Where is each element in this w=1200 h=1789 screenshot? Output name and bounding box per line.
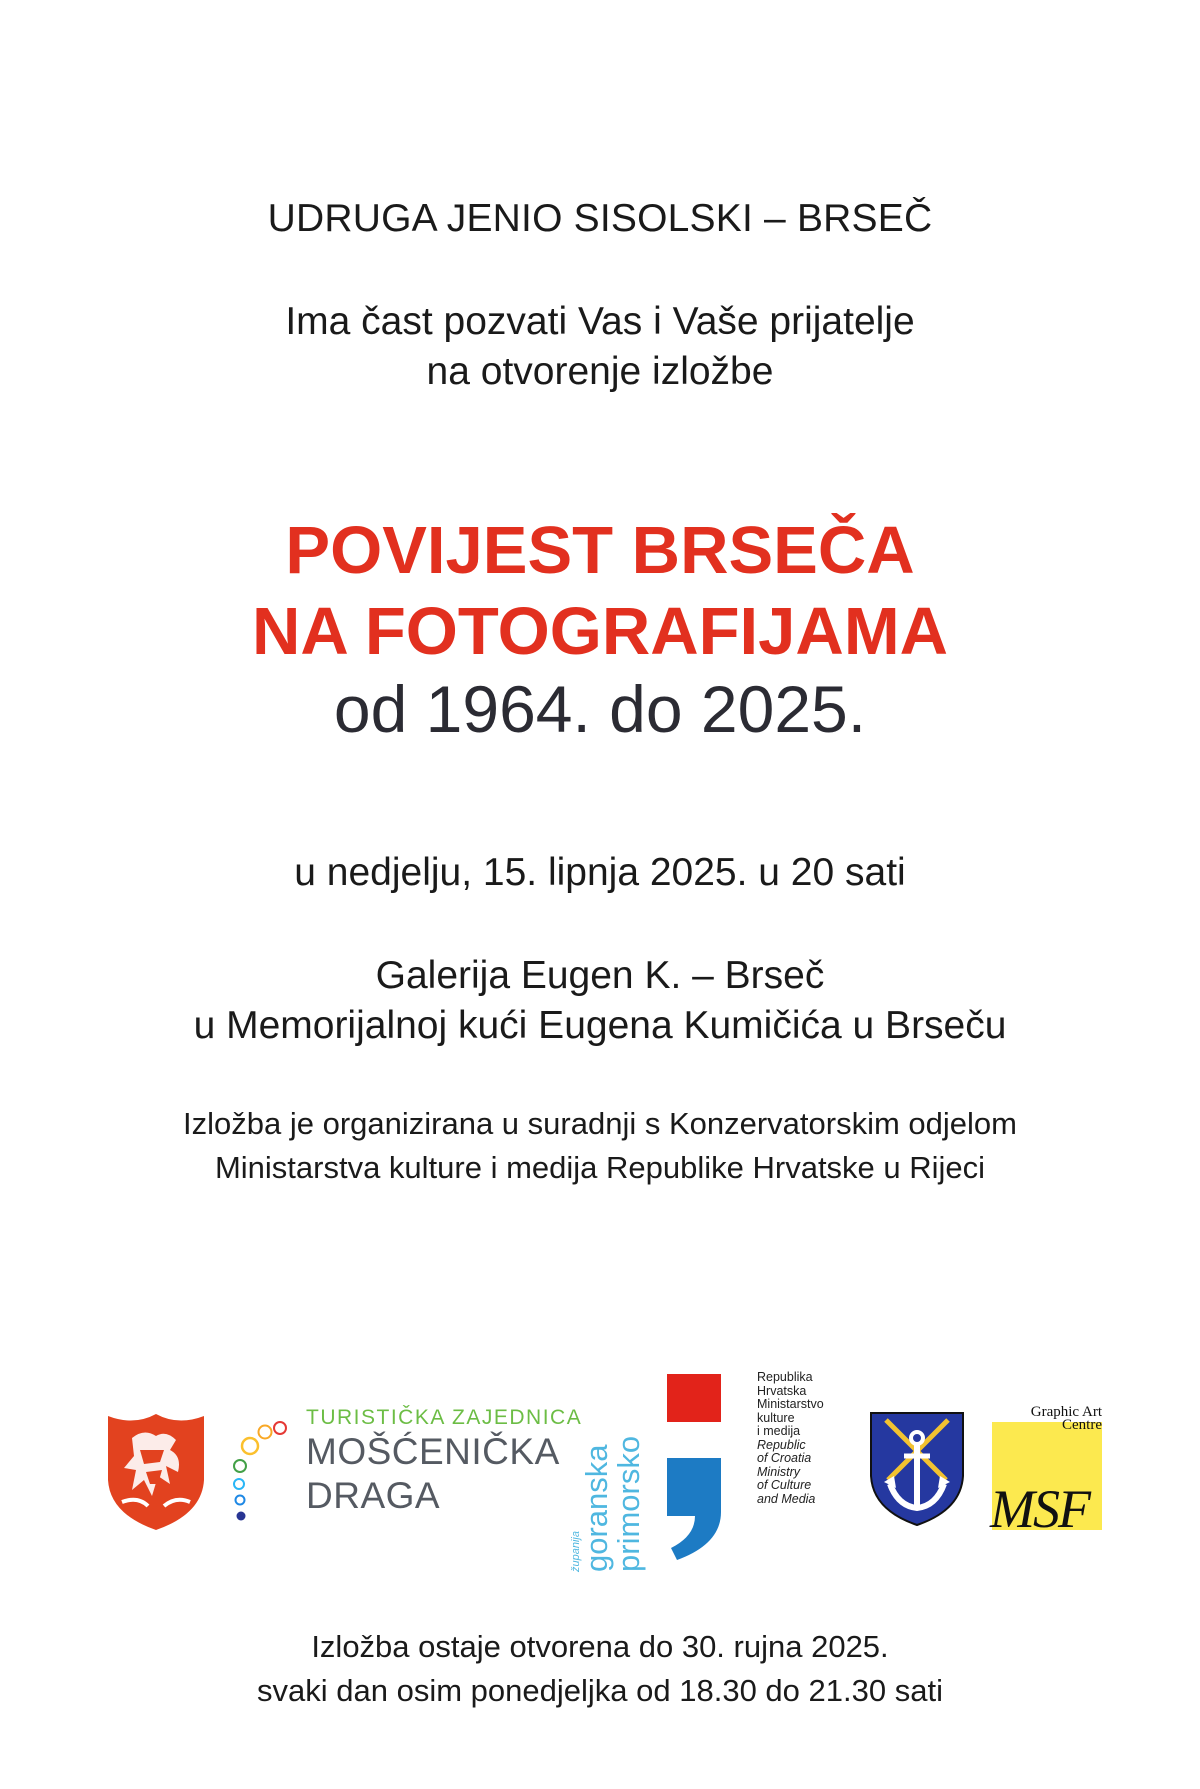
county-logo-line-2: goranska bbox=[579, 1444, 614, 1572]
anchor-coat-of-arms-icon bbox=[868, 1410, 966, 1528]
organizer-name: UDRUGA JENIO SISOLSKI – BRSEČ bbox=[267, 197, 933, 240]
tourist-board-line-1: MOŠĆENIČKA bbox=[306, 1431, 560, 1472]
county-logo-line-1: primorsko bbox=[611, 1435, 646, 1572]
ministry-text-hr-2: Hrvatska bbox=[757, 1383, 807, 1398]
ministry-text-en-1: Republic bbox=[757, 1437, 806, 1452]
ministry-logo-text bbox=[757, 1371, 824, 1506]
closing-line-1: Izložba ostaje otvorena do 30. rujna 2025. bbox=[311, 1629, 889, 1664]
ministry-logo-icon bbox=[665, 1372, 727, 1562]
exhibition-years: od 1964. do 2025. bbox=[333, 672, 867, 746]
tourist-board-line-2: DRAGA bbox=[306, 1475, 441, 1516]
ministry-text-hr-5: i medija bbox=[757, 1424, 801, 1438]
opening-date: u nedjelju, 15. lipnja 2025. u 20 sati bbox=[294, 851, 906, 894]
ministry-text-en-5: and Media bbox=[757, 1491, 816, 1506]
cooperation-line-2: Ministarstva kulture i medija Republike Hrvatske u Rijeci bbox=[214, 1150, 986, 1185]
venue-line-1: Galerija Eugen K. – Brseč bbox=[375, 954, 825, 997]
ministry-text-en-2: of Croatia bbox=[757, 1451, 812, 1465]
tourist-board-circles-icon bbox=[228, 1418, 292, 1526]
invitation-line-1: Ima čast pozvati Vas i Vaše prijatelje bbox=[285, 300, 915, 343]
county-logo bbox=[570, 1372, 650, 1572]
tourist-board-small-label: TURISTIČKA ZAJEDNICA bbox=[306, 1406, 583, 1429]
closing-line-2: svaki dan osim ponedjeljka od 18.30 do 21.30 sati bbox=[257, 1673, 943, 1708]
ministry-text-hr-1: Republika bbox=[757, 1370, 813, 1384]
invitation-line-2: na otvorenje izložbe bbox=[426, 350, 774, 393]
ministry-text-en-4: of Culture bbox=[757, 1478, 812, 1492]
ministry-text-hr-3: Ministarstvo bbox=[757, 1397, 824, 1411]
msf-logo-text: MSF bbox=[990, 1479, 1089, 1539]
exhibition-title-line-2: NA FOTOGRAFIJAMA bbox=[251, 594, 949, 669]
tourist-board-logo bbox=[306, 1406, 582, 1518]
ministry-text-en-3: Ministry bbox=[757, 1464, 801, 1479]
exhibition-title-line-1: POVIJEST BRSEČA bbox=[285, 513, 915, 588]
venue-line-2: u Memorijalnoj kući Eugena Kumičića u Brseču bbox=[193, 1004, 1007, 1047]
msf-logo-label bbox=[992, 1406, 1102, 1432]
county-logo-line-3: županija bbox=[570, 1531, 582, 1572]
msf-label-line-2: Centre bbox=[1062, 1417, 1102, 1433]
msf-label-line-1: Graphic Art bbox=[1030, 1404, 1102, 1420]
cooperation-line-1: Izložba je organizirana u suradnji s Konzervatorskim odjelom bbox=[183, 1106, 1017, 1141]
red-coat-of-arms-icon bbox=[104, 1410, 208, 1532]
ministry-text-hr-4: kulture bbox=[757, 1410, 795, 1425]
